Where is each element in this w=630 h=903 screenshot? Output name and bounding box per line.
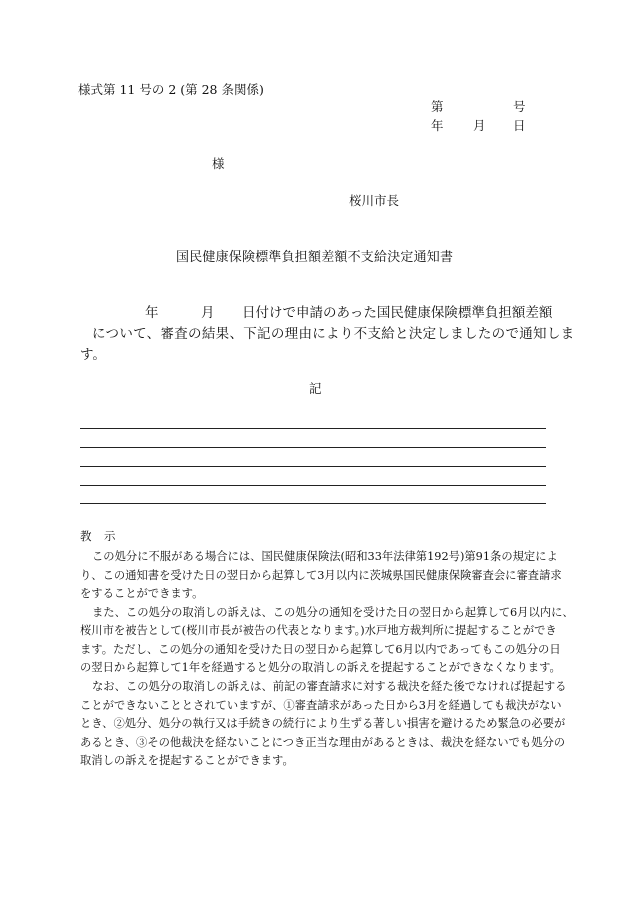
body-year-label: 年: [145, 305, 159, 321]
instruction-line: ます。ただし、この処分の通知を受けた日の翌日から起算して6月以内であってもこの処分の日: [80, 643, 561, 656]
ki-marker: 記: [309, 381, 322, 396]
instruction-line: をすることができます。: [80, 587, 204, 600]
reason-line: [80, 466, 546, 467]
document-number-suffix: 号: [513, 99, 526, 114]
body-line1-text: 日付けで申請のあった国民健康保険標準負担額差額: [242, 305, 553, 321]
reason-line: [80, 503, 546, 504]
body-third-line: す。: [80, 347, 106, 363]
body-month-label: 月: [201, 305, 215, 321]
instruction-line: とき、②処分、処分の執行又は手続きの続行により生ずる著しい損害を避けるため緊急の必要が: [80, 717, 566, 730]
reason-line: [80, 428, 546, 429]
instruction-line: なお、この処分の取消しの訴えは、前記の審査請求に対する裁決を経た後でなければ提起する: [92, 680, 567, 693]
form-number: 様式第 11 号の 2 (第 28 条関係): [78, 82, 264, 97]
instruction-line: 取消しの訴えを提起することができます。: [80, 754, 294, 767]
document-number-prefix: 第: [431, 99, 444, 114]
issue-month-label: 月: [473, 118, 486, 133]
instruction-line: また、この処分の取消しの訴えは、この処分の通知を受けた日の翌日から起算して6月以内に、: [92, 606, 574, 619]
reason-line: [80, 485, 546, 486]
body-second-line: について、審査の結果、下記の理由により不支給と決定しましたので通知しま: [92, 326, 575, 342]
instruction-line: この処分に不服がある場合には、国民健康保険法(昭和33年法律第192号)第91条の規定によ: [92, 550, 558, 563]
instruction-line: の翌日から起算して1年を経過すると処分の取消しの訴えを提起することができなくなります。: [80, 661, 561, 674]
addressee-honorific: 様: [212, 156, 225, 171]
instruction-heading: 教 示: [80, 529, 116, 543]
instruction-line: ことができないこととされていますが、①審査請求があった日から3月を経過しても裁決がない: [80, 699, 562, 712]
instruction-line: 桜川市を被告として(桜川市長が被告の代表となります。)水戸地方裁判所に提起することができ: [80, 624, 557, 637]
instruction-line: あるとき、③その他裁決を経ないことにつき正当な理由があるときは、裁決を経ないでも処分の: [80, 736, 566, 749]
issuer-name: 桜川市長: [349, 193, 400, 208]
reason-line: [80, 447, 546, 448]
issue-year-label: 年: [431, 118, 444, 133]
issue-day-label: 日: [513, 118, 526, 133]
document-title: 国民健康保険標準負担額差額不支給決定通知書: [176, 250, 454, 265]
instruction-line: り、この通知書を受けた日の翌日から起算して3月以内に茨城県国民健康保険審査会に審査請求: [80, 569, 562, 582]
